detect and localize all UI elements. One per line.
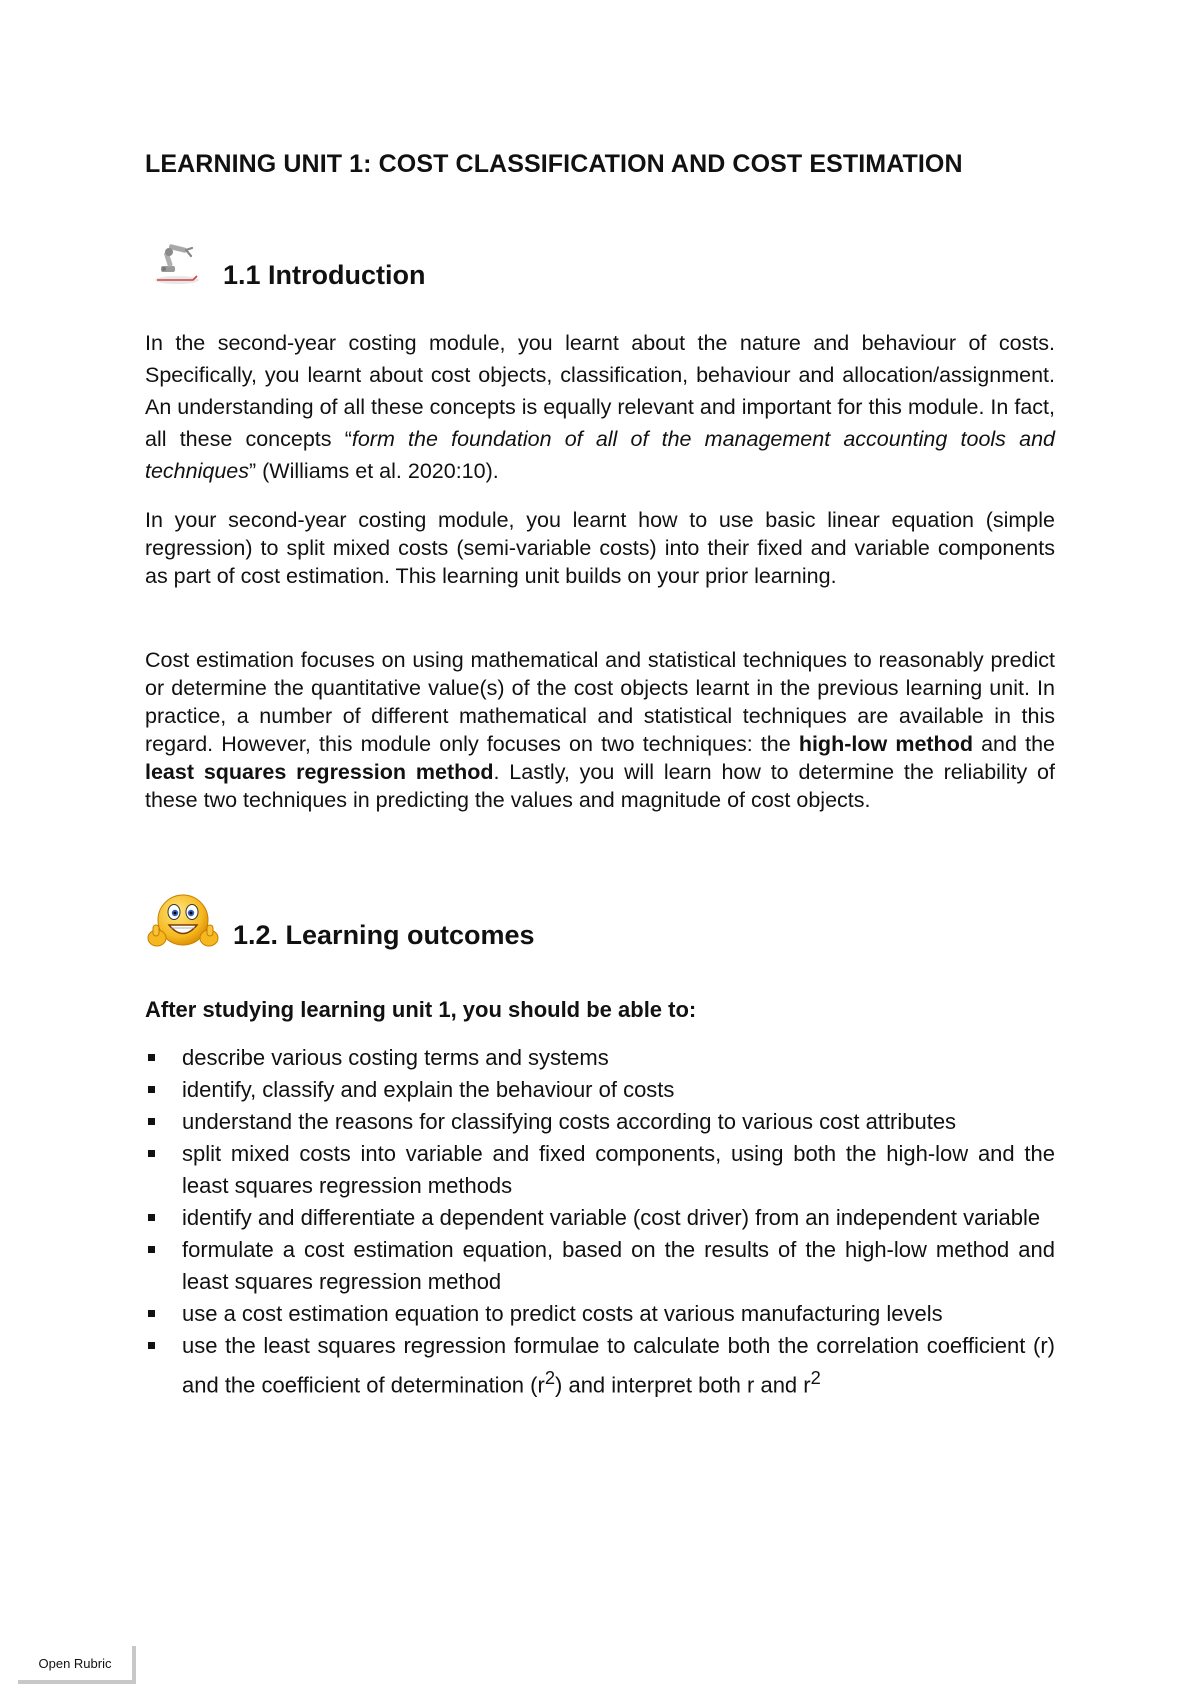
unit-title: LEARNING UNIT 1: COST CLASSIFICATION AND COST ESTIMATION bbox=[145, 150, 963, 178]
intro-p3-text: Cost estimation focuses on using mathematical and statistical techniques to reasonably predict or determine the quantitative value(s) of the cost objects learnt in the previous learning unit. In practice, a number of different mathematical and statistical techniques are available in this regard. However, this module only focuses on two techniques: the bbox=[145, 648, 1055, 756]
superscript: 2 bbox=[810, 1367, 821, 1388]
outcomes-lead: After studying learning unit 1, you should be able to: bbox=[145, 997, 697, 1022]
list-item: understand the reasons for classifying costs according to various cost attributes bbox=[145, 1106, 1055, 1138]
intro-p1-text: In the second-year costing module, you learnt about the nature and behaviour of costs. Specifically, you learnt about cost objects, classification, behaviour and allocation/assignment. An understanding of all these concepts is equally relevant and important for this module. In fact, all these concepts “ bbox=[145, 331, 1055, 451]
smiley-thumbs-up-icon bbox=[147, 892, 219, 959]
list-item: formulate a cost estimation equation, based on the results of the high-low method and least squares regression method bbox=[145, 1234, 1055, 1298]
intro-paragraph-2: In your second-year costing module, you learnt how to use basic linear equation (simple regression) to split mixed costs (semi-variable costs) into their fixed and variable components as part of cost estimation. This learning unit builds on your prior learning. bbox=[145, 508, 1055, 588]
outcomes-heading: 1.2. Learning outcomes bbox=[233, 920, 535, 950]
last-item-text-2: ) and interpret both r and r bbox=[555, 1372, 811, 1398]
list-item: describe various costing terms and systems bbox=[145, 1042, 1055, 1074]
outcomes-header bbox=[145, 892, 665, 962]
robot-arm-icon bbox=[151, 240, 203, 293]
intro-p1-quote: form the foundation of all of the management accounting tools and techniques bbox=[145, 427, 1055, 483]
superscript: 2 bbox=[544, 1367, 556, 1388]
intro-paragraph-1 bbox=[145, 327, 1055, 487]
list-item bbox=[145, 1330, 1055, 1401]
last-item-text: use the least squares regression formulae to calculate both the correlation coefficient (r) and the coefficient of determination (r bbox=[182, 1333, 1055, 1398]
high-low-method-term: high-low method bbox=[798, 732, 973, 756]
intro-p1-citation: ” (Williams et al. 2020:10). bbox=[249, 459, 499, 483]
introduction-heading: 1.1 Introduction bbox=[223, 260, 426, 290]
list-item: identify and differentiate a dependent variable (cost driver) from an independent variable bbox=[145, 1202, 1055, 1234]
list-item: identify, classify and explain the behaviour of costs bbox=[145, 1074, 1055, 1106]
list-item: split mixed costs into variable and fixed components, using both the high-low and the least squares regression methods bbox=[145, 1138, 1055, 1202]
intro-paragraph-3 bbox=[145, 646, 1055, 814]
intro-p3-ending: . Lastly, you will learn how to determine the reliability of these two techniques in predicting the values and magnitude of cost objects. bbox=[145, 760, 1055, 812]
open-rubric-button[interactable]: Open Rubric bbox=[18, 1646, 136, 1684]
outcomes-list bbox=[145, 1042, 1055, 1401]
least-squares-term: least squares regression method bbox=[145, 760, 494, 784]
intro-p3-connector: and the bbox=[972, 732, 1055, 756]
introduction-header bbox=[145, 238, 645, 308]
list-item: use a cost estimation equation to predict costs at various manufacturing levels bbox=[145, 1298, 1055, 1330]
